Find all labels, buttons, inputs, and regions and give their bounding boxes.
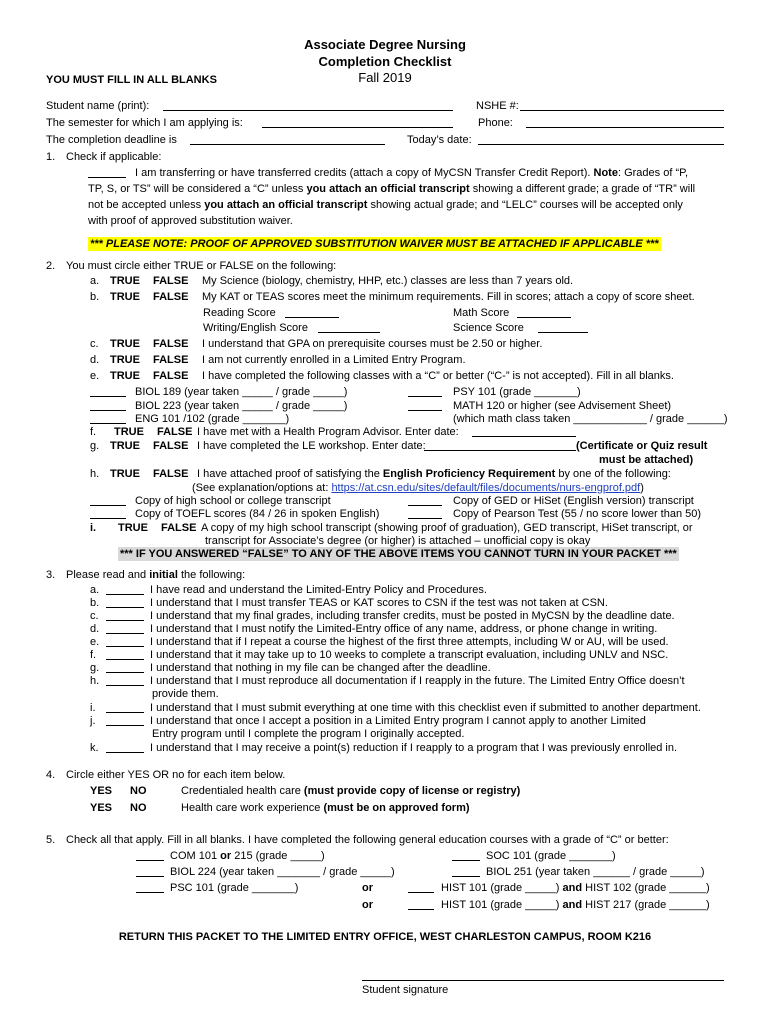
s1-line1: I am transferring or have transferred credits (attach a copy of MyCSN Transfer Credit Report). Note: Grades of “P, [135, 167, 689, 179]
hist101-217-text: HIST 101 (grade _____) and HIST 217 (grade ______) [441, 899, 710, 911]
s2a-letter: a. [90, 275, 100, 287]
s2b-letter: b. [90, 291, 100, 303]
semester-field[interactable] [262, 127, 453, 128]
nshe-field[interactable] [520, 110, 724, 111]
s3-item-letter: k. [90, 742, 99, 754]
s4-r1-no[interactable]: NO [130, 785, 147, 797]
s2f-text: I have met with a Health Program Advisor. Enter date: [197, 426, 459, 438]
copy-ged-text: Copy of GED or HiSet (English version) transcript [453, 495, 694, 507]
s3-initial-blank[interactable] [106, 672, 144, 673]
s2a-text: My Science (biology, chemistry, HHP, etc.) classes are less than 7 years old. [202, 275, 574, 287]
s2f-true[interactable]: TRUE [114, 426, 144, 438]
math120-text: MATH 120 or higher (see Advisement Sheet) [453, 400, 672, 412]
writing-score-label: Writing/English Score [203, 322, 308, 334]
s2e-text: I have completed the following classes with a “C” or better (“C-” is not accepted). Fill in all blanks. [202, 370, 674, 382]
certificate-note: (Certificate or Quiz result [576, 440, 708, 452]
copy-hs-check[interactable] [90, 505, 126, 506]
s2h-letter: h. [90, 468, 100, 480]
math-score-label: Math Score [453, 307, 510, 319]
copy-pearson-text: Copy of Pearson Test (55 / no score lower than 50) [453, 508, 702, 520]
s4-heading: Circle either YES OR no for each item below. [66, 769, 286, 781]
s2h-text: I have attached proof of satisfying the English Proficiency Requirement by one of the following: [197, 468, 671, 480]
s3-item-letter: h. [90, 675, 100, 687]
soc101-check[interactable] [452, 860, 480, 861]
s1-line4: with proof of approved substitution waiver. [88, 215, 293, 227]
today-field[interactable] [478, 144, 724, 145]
semester-label: The semester for which I am applying is: [46, 117, 243, 129]
s3-initial-blank[interactable] [106, 594, 144, 595]
s1-heading: Check if applicable: [66, 151, 162, 163]
hist101-102-text: HIST 101 (grade _____) and HIST 102 (grade ______) [441, 882, 710, 894]
s2g-true[interactable]: TRUE [110, 440, 140, 452]
english-proficiency-info: (See explanation/options at: https://at.csn.edu/sites/default/files/documents/nurs-engprof.pdf) [192, 482, 644, 494]
eng101-check[interactable] [90, 423, 126, 424]
copy-pearson-check[interactable] [408, 518, 442, 519]
s3-initial-blank[interactable] [106, 607, 144, 608]
reading-score-field[interactable] [285, 317, 339, 318]
s3-item-text: I understand that once I accept a position in a Limited Entry program I cannot apply to another Limited [150, 715, 646, 727]
s3-item-text: I understand that I must notify the Limited-Entry office of any name, address, or phone change in writing. [150, 623, 658, 635]
advisor-date-field[interactable] [472, 436, 576, 437]
s3-initial-blank[interactable] [106, 646, 144, 647]
s3-initial-blank[interactable] [106, 620, 144, 621]
s2a-true[interactable]: TRUE [110, 275, 140, 287]
science-score-label: Science Score [453, 322, 524, 334]
s2d-letter: d. [90, 354, 100, 366]
s3-initial-blank[interactable] [106, 633, 144, 634]
hist101-217-check[interactable] [408, 909, 434, 910]
student-name-label: Student name (print): [46, 100, 150, 112]
copy-toefl-text: Copy of TOEFL scores (84 / 26 in spoken English) [135, 508, 380, 520]
s3-item-text: I understand that I must submit everything at one time with this checklist even if submitted to another department. [150, 702, 701, 714]
s2i-letter: i. [90, 522, 97, 534]
psy101-check[interactable] [408, 396, 442, 397]
s5-heading: Check all that apply. Fill in all blanks. I have completed the following general education courses with a grade of “C” or better: [66, 834, 669, 846]
signature-field[interactable] [362, 980, 724, 981]
s1-line2: TP, S, or TS” will be considered a “C” unless you attach an official transcript showing a different grade; a grade of “TR” will [88, 183, 696, 195]
s3j-cont: Entry program until I complete the program I originally accepted. [152, 728, 465, 740]
s3-item-text: I understand that I must reproduce all documentation if I reapply in the future. The Limited Entry Office doesn’t [150, 675, 685, 687]
s2b-false[interactable]: FALSE [153, 291, 189, 303]
s3-number: 3. [46, 569, 56, 581]
s2i-true[interactable]: TRUE [118, 522, 148, 534]
nshe-label: NSHE #: [476, 100, 519, 112]
math120-check[interactable] [408, 410, 442, 411]
biol189-check[interactable] [90, 396, 126, 397]
transfer-checkbox-blank[interactable] [88, 177, 126, 178]
s3-initial-blank[interactable] [106, 725, 144, 726]
s2h-false[interactable]: FALSE [153, 468, 189, 480]
credentialed-label: Credentialed health care (must provide copy of license or registry) [181, 785, 521, 797]
s2e-true[interactable]: TRUE [110, 370, 140, 382]
phone-field[interactable] [526, 127, 724, 128]
s1-number: 1. [46, 151, 56, 163]
s2e-false[interactable]: FALSE [153, 370, 189, 382]
s3-item-letter: j. [90, 715, 96, 727]
s3-item-letter: i. [90, 702, 96, 714]
s2c-text: I understand that GPA on prerequisite courses must be 2.50 or higher. [202, 338, 543, 350]
biol251-check[interactable] [452, 876, 480, 877]
s3-item-letter: b. [90, 597, 100, 609]
s2i-text: A copy of my high school transcript (showing proof of graduation), GED transcript, HiSet transcript, or [201, 522, 693, 534]
s3-item-text: I understand that my final grades, including transfer credits, must be posted in MyCSN by the deadline date. [150, 610, 675, 622]
certificate-note-cont: must be attached) [599, 454, 694, 466]
biol223-text: BIOL 223 (year taken _____ / grade _____) [135, 400, 348, 412]
writing-score-field[interactable] [318, 332, 380, 333]
s3-initial-blank[interactable] [106, 685, 144, 686]
s3-item-letter: d. [90, 623, 100, 635]
s3-item-letter: f. [90, 649, 97, 661]
copy-ged-check[interactable] [408, 505, 442, 506]
s3-item-letter: e. [90, 636, 100, 648]
experience-label: Health care work experience (must be on approved form) [181, 802, 470, 814]
today-label: Today’s date: [407, 134, 472, 146]
s3-initial-blank[interactable] [106, 659, 144, 660]
s3-item-text: I understand that if I repeat a course the highest of the first three attempts, including W or AU, will be used. [150, 636, 669, 648]
s2i-false[interactable]: FALSE [161, 522, 197, 534]
substitution-waiver-notice: *** PLEASE NOTE: PROOF OF APPROVED SUBSTITUTION WAIVER MUST BE ATTACHED IF APPLICABLE *** [90, 238, 659, 250]
com101-text: COM 101 or 215 (grade _____) [170, 850, 325, 862]
copy-toefl-check[interactable] [90, 518, 126, 519]
student-name-field[interactable] [163, 110, 453, 111]
science-score-field[interactable] [538, 332, 588, 333]
s2c-letter: c. [90, 338, 99, 350]
s4-r1-yes[interactable]: YES [90, 785, 113, 797]
s2g-text: I have completed the LE workshop. Enter date: [197, 440, 426, 452]
s2g-letter: g. [90, 440, 100, 452]
s3-item-letter: a. [90, 584, 100, 596]
s2d-text: I am not currently enrolled in a Limited Entry Program. [202, 354, 466, 366]
phone-label: Phone: [478, 117, 513, 129]
s2d-false[interactable]: FALSE [153, 354, 189, 366]
form-term: Fall 2019 [358, 70, 412, 85]
hist101-102-check[interactable] [408, 892, 434, 893]
eng101-text: ENG 101 /102 (grade _______) [135, 413, 290, 425]
math-score-field[interactable] [517, 317, 571, 318]
s2c-false[interactable]: FALSE [153, 338, 189, 350]
s2f-false[interactable]: FALSE [157, 426, 193, 438]
s3-initial-blank[interactable] [106, 752, 144, 753]
com101-check[interactable] [136, 860, 164, 861]
biol189-text: BIOL 189 (year taken _____ / grade _____) [135, 386, 348, 398]
s5-number: 5. [46, 834, 56, 846]
biol223-check[interactable] [90, 410, 126, 411]
or-label-2: or [362, 899, 373, 911]
s4-r2-no[interactable]: NO [130, 802, 147, 814]
biol224-check[interactable] [136, 876, 164, 877]
s2c-true[interactable]: TRUE [110, 338, 140, 350]
s2f-letter: f. [90, 426, 97, 438]
s3h-cont: provide them. [152, 688, 219, 700]
s2i-text-cont: transcript for Associate’s degree (or higher) is attached – unofficial copy is okay [205, 535, 591, 547]
s3-item-text: I understand that I must transfer TEAS or KAT scores to CSN if the test was not taken at CSN. [150, 597, 608, 609]
copy-hs-text: Copy of high school or college transcript [135, 495, 331, 507]
s2-heading: You must circle either TRUE or FALSE on the following: [66, 260, 337, 272]
signature-label: Student signature [362, 984, 449, 996]
workshop-date-field[interactable] [424, 450, 576, 451]
s3-initial-blank[interactable] [106, 712, 144, 713]
s2e-letter: e. [90, 370, 100, 382]
english-proficiency-link[interactable]: https://at.csn.edu/sites/default/files/documents/nurs-engprof.pdf [331, 482, 641, 494]
s2g-false[interactable]: FALSE [153, 440, 189, 452]
biol224-text: BIOL 224 (year taken _______ / grade _____) [170, 866, 395, 878]
s4-r2-yes[interactable]: YES [90, 802, 113, 814]
deadline-label: The completion deadline is [46, 134, 177, 146]
psc101-check[interactable] [136, 892, 164, 893]
s2h-true[interactable]: TRUE [110, 468, 140, 480]
s3-heading: Please read and initial the following: [66, 569, 246, 581]
s3-item-text: I understand that it may take up to 10 weeks to complete a transcript evaluation, including UNLV and NSC. [150, 649, 669, 661]
form-subtitle: Completion Checklist [318, 54, 452, 69]
or-label-1: or [362, 882, 373, 894]
s2-number: 2. [46, 260, 56, 272]
s3-item-text: I understand that I may receive a point(s) reduction if I reapply to a program that I was previously enrolled in. [150, 742, 678, 754]
s2b-true[interactable]: TRUE [110, 291, 140, 303]
s4-number: 4. [46, 769, 56, 781]
biol251-text: BIOL 251 (year taken ______ / grade _____) [486, 866, 705, 878]
s3-item-text: I understand that nothing in my file can be changed after the deadline. [150, 662, 491, 674]
s1-line3: not be accepted unless you attach an official transcript showing actual grade; and “LELC” courses will be accepted only [88, 199, 683, 211]
s3-item-letter: g. [90, 662, 100, 674]
s2a-false[interactable]: FALSE [153, 275, 189, 287]
form-title: Associate Degree Nursing [304, 37, 466, 52]
s2d-true[interactable]: TRUE [110, 354, 140, 366]
deadline-field [190, 144, 385, 145]
must-fill-notice: YOU MUST FILL IN ALL BLANKS [46, 74, 217, 86]
s3-item-text: I have read and understand the Limited-Entry Policy and Procedures. [150, 584, 487, 596]
psc101-text: PSC 101 (grade _______) [170, 882, 299, 894]
false-warning: *** IF YOU ANSWERED “FALSE” TO ANY OF THE ABOVE ITEMS YOU CANNOT TURN IN YOUR PACKET *** [120, 548, 677, 560]
s2b-text: My KAT or TEAS scores meet the minimum requirements. Fill in scores; attach a copy of score sheet. [202, 291, 695, 303]
reading-score-label: Reading Score [203, 307, 276, 319]
return-instructions: RETURN THIS PACKET TO THE LIMITED ENTRY OFFICE, WEST CHARLESTON CAMPUS, ROOM K216 [118, 931, 652, 943]
soc101-text: SOC 101 (grade _______) [486, 850, 616, 862]
which-math-text: (which math class taken ____________ / grade ______) [453, 413, 728, 425]
s3-item-letter: c. [90, 610, 99, 622]
psy101-text: PSY 101 (grade _______) [453, 386, 581, 398]
